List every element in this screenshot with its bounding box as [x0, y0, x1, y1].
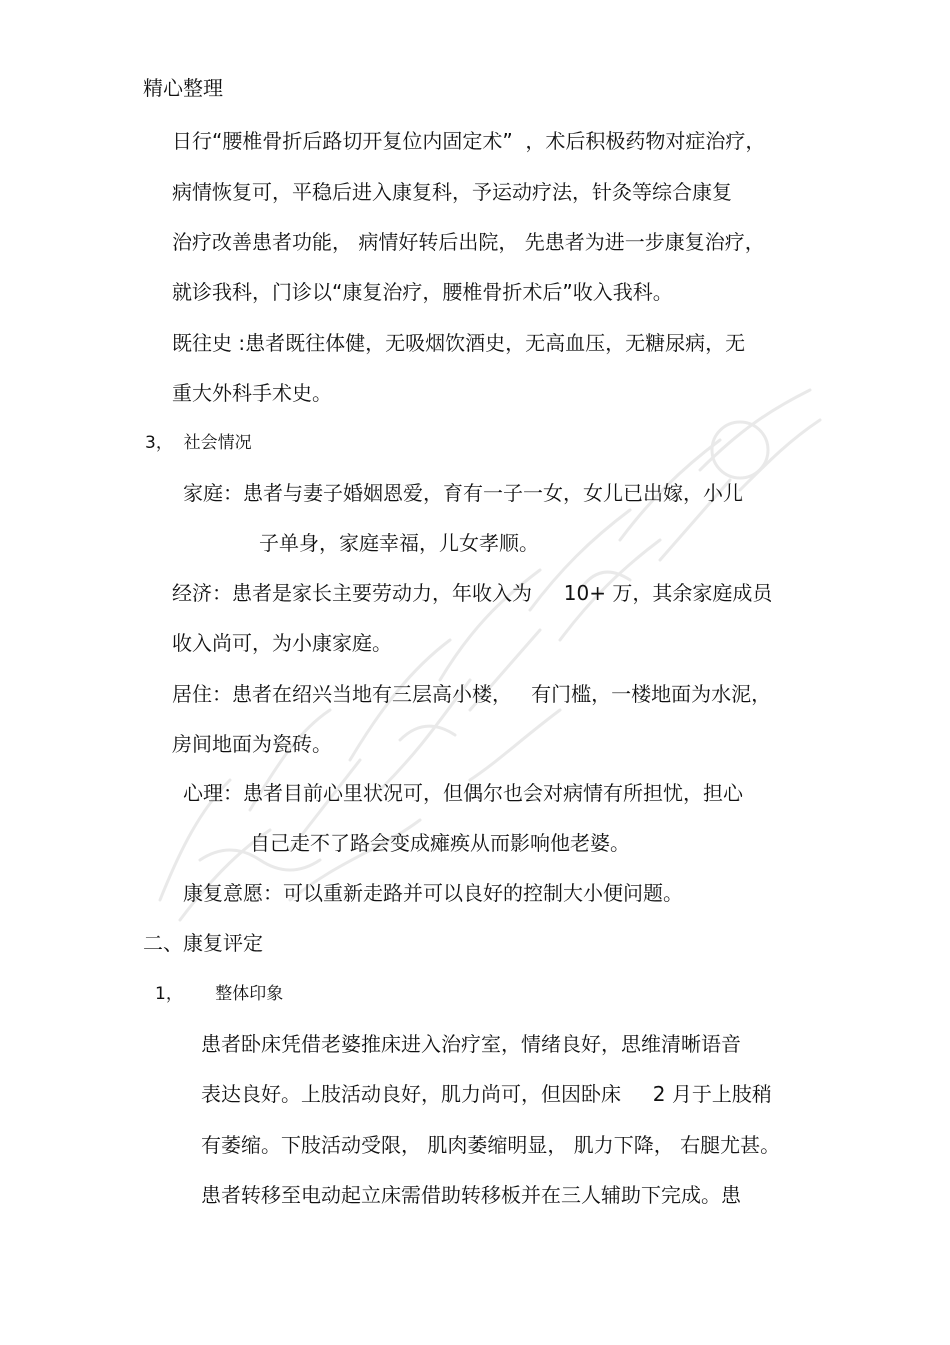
- section-heading: 3， 社会情况: [145, 433, 252, 453]
- text-line: 心理：患者目前心里状况可，但偶尔也会对病情有所担忧，担心: [183, 781, 743, 805]
- subsection-heading: 1， 整体印象: [155, 984, 284, 1004]
- text-line: 患者卧床凭借老婆推床进入治疗室，情绪良好，思维清晰语音: [201, 1032, 741, 1056]
- text-line: 治疗改善患者功能， 病情好转后出院， 先患者为进一步康复治疗，: [172, 230, 765, 254]
- text-line: 家庭：患者与妻子婚姻恩爱，育有一子一女，女儿已出嫁，小儿: [183, 481, 743, 505]
- watermark-signature: [140, 380, 840, 940]
- page-title: 精心整理: [143, 76, 223, 100]
- text-line: 收入尚可，为小康家庭。: [172, 631, 392, 655]
- text-line: 病情恢复可，平稳后进入康复科，予运动疗法，针灸等综合康复: [172, 180, 732, 204]
- text-line: 房间地面为瓷砖。: [172, 732, 332, 756]
- text-line: 表达良好。上肢活动良好，肌力尚可，但因卧床 2 月于上肢稍: [201, 1082, 772, 1106]
- text-line: 患者转移至电动起立床需借助转移板并在三人辅助下完成。患: [201, 1183, 741, 1207]
- text-line: 日行“腰椎骨折后路切开复位内固定术” ，术后积极药物对症治疗，: [172, 129, 766, 153]
- text-line: 居住：患者在绍兴当地有三层高小楼， 有门槛，一楼地面为水泥，: [172, 682, 772, 706]
- text-line: 康复意愿：可以重新走路并可以良好的控制大小便问题。: [183, 881, 683, 905]
- text-line: 既往史 :患者既往体健，无吸烟饮酒史，无高血压，无糖尿病，无: [172, 331, 746, 355]
- text-line: 子单身，家庭幸福，儿女孝顺。: [259, 531, 539, 555]
- text-line: 就诊我科，门诊以“康复治疗，腰椎骨折术后”收入我科。: [172, 280, 673, 304]
- text-line: 重大外科手术史。: [172, 381, 332, 405]
- text-line: 经济：患者是家长主要劳动力，年收入为 10+ 万，其余家庭成员: [172, 581, 773, 605]
- section-heading: 二、康复评定: [143, 931, 263, 955]
- text-line: 自己走不了路会变成瘫痪从而影响他老婆。: [250, 831, 630, 855]
- text-line: 有萎缩。下肢活动受限， 肌肉萎缩明显， 肌力下降， 右腿尤甚。: [201, 1133, 781, 1157]
